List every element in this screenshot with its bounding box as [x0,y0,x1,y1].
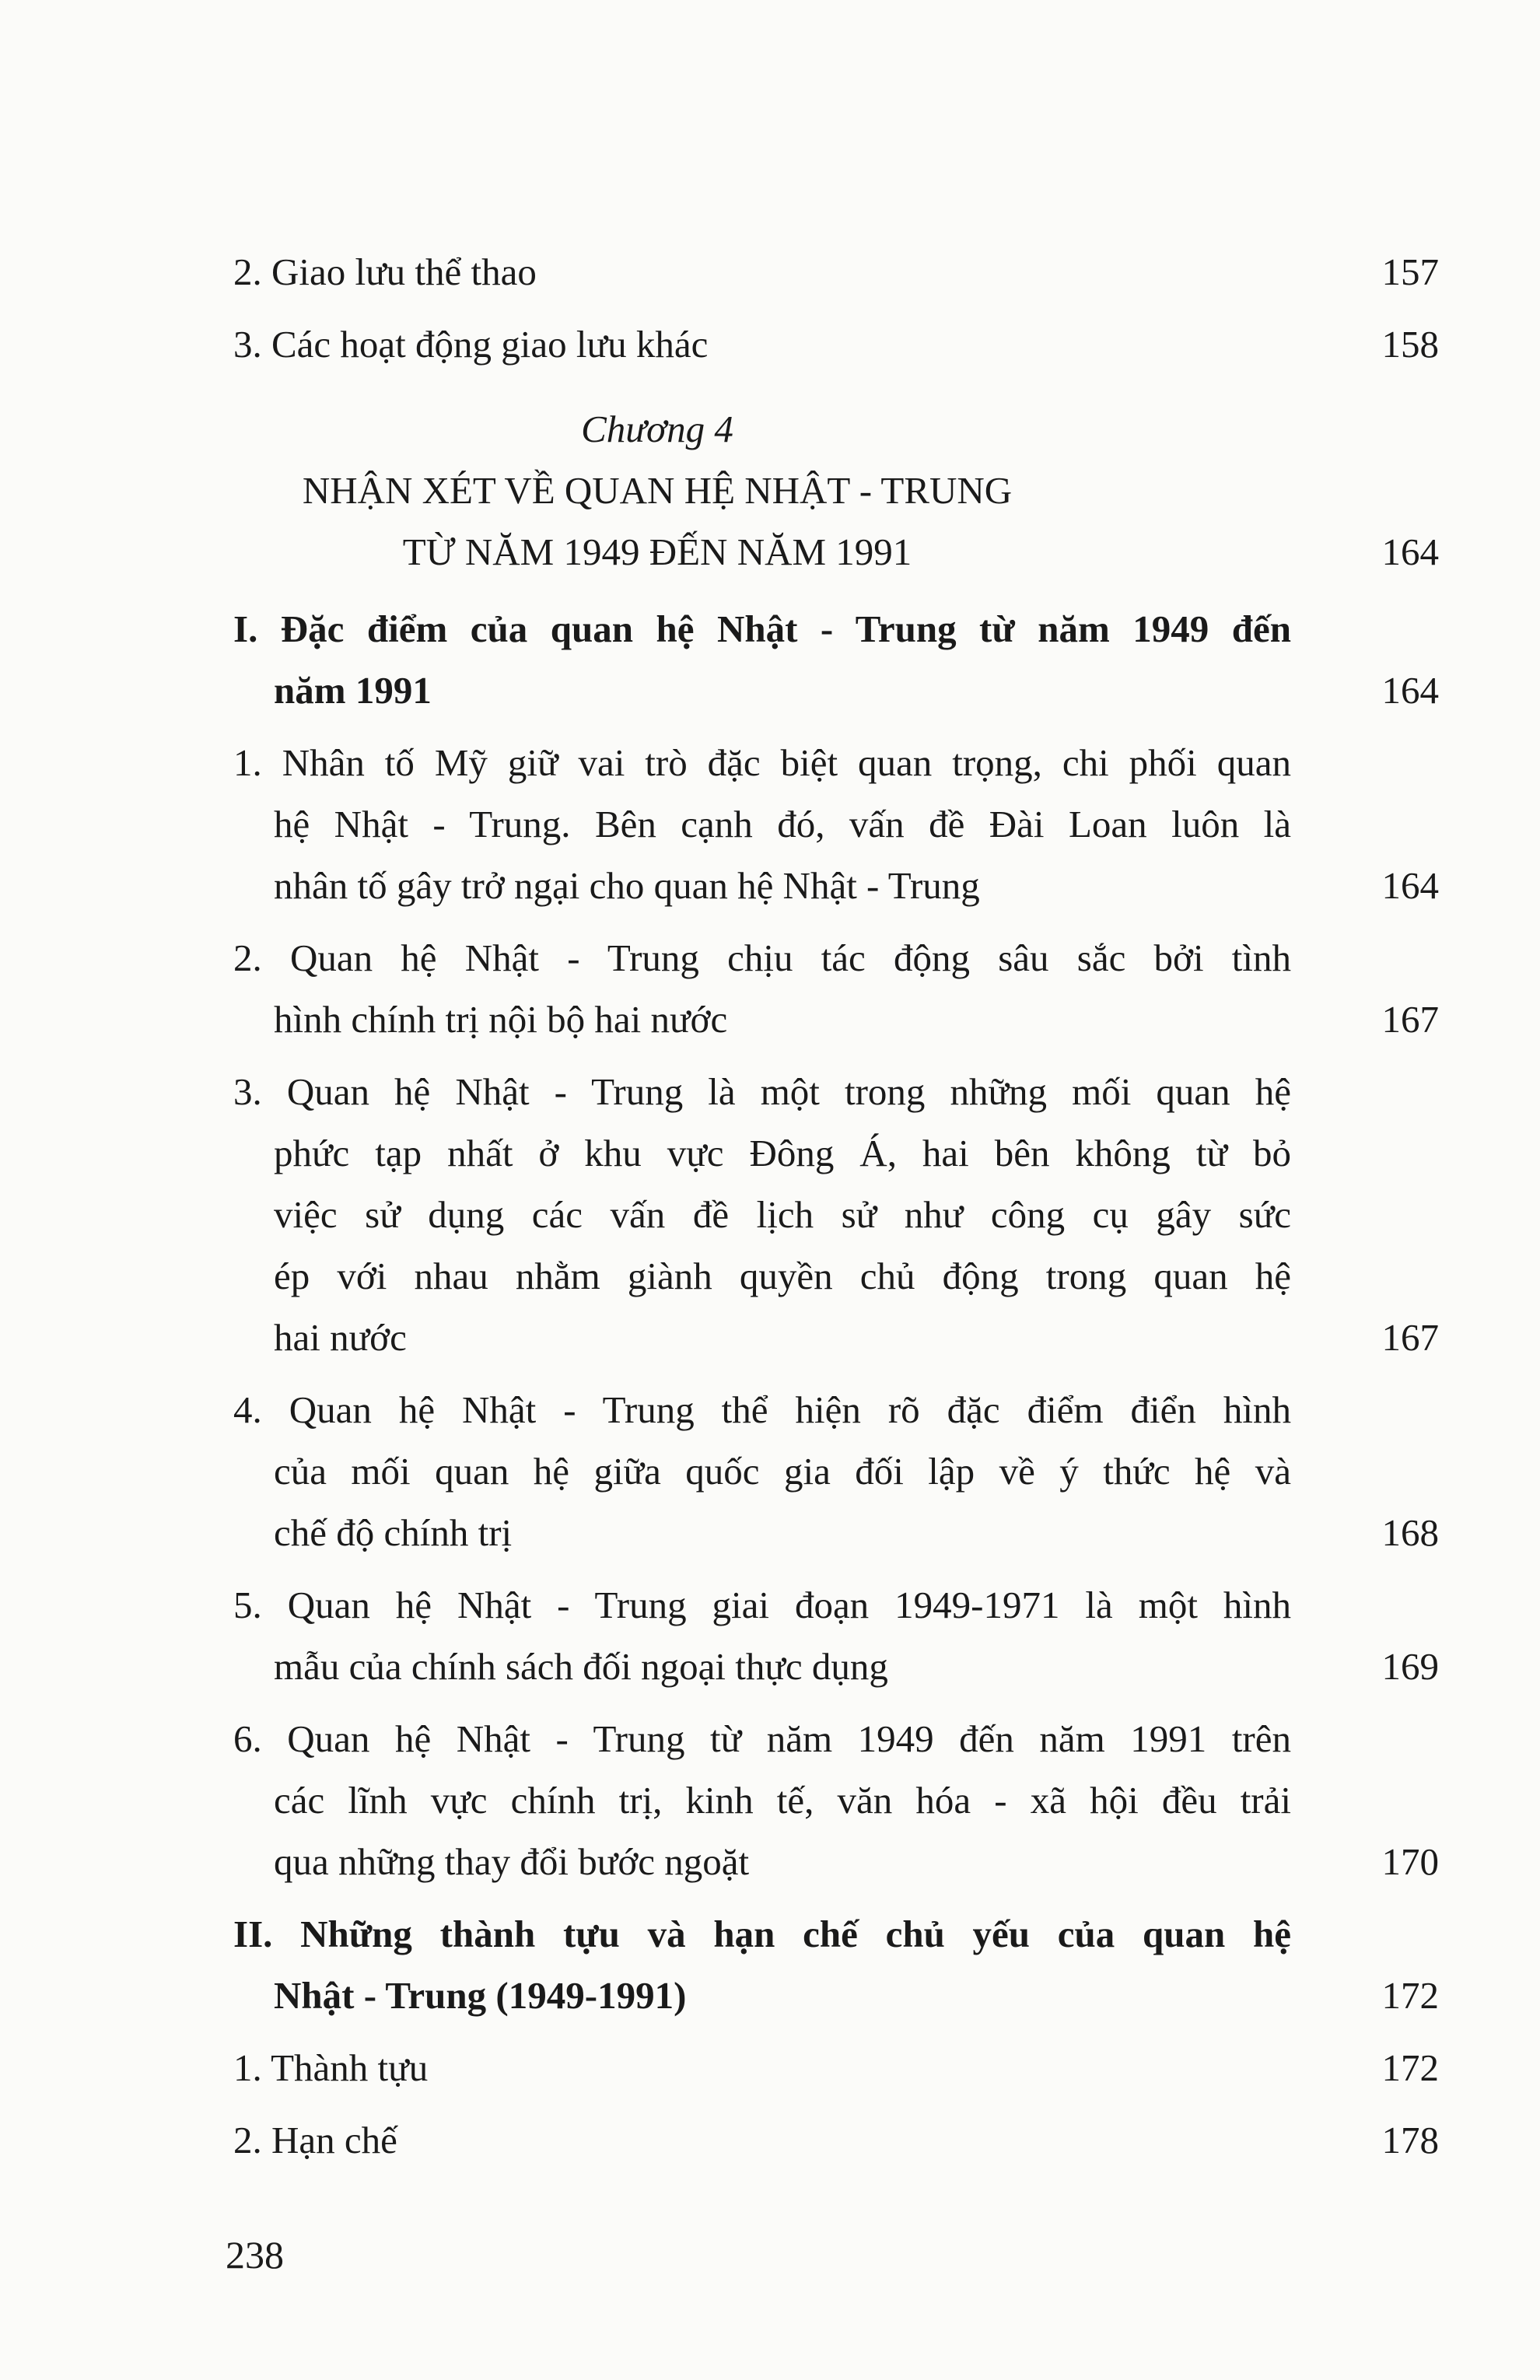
toc-line [233,1502,1439,1563]
toc-line [233,1245,1439,1307]
entry-text: 4. Quan hệ Nhật - Trung thể hiện rõ đặc điểm điển hình [233,1388,1291,1431]
toc-line [233,732,1439,793]
toc-line [233,927,1439,989]
toc-entry [233,732,1439,916]
entry-text: hình chính trị nội bộ hai nước [274,998,728,1041]
toc-entry [233,2109,1439,2171]
toc-line [233,1708,1439,1769]
toc-line [233,1122,1439,1184]
entry-text: hệ Nhật - Trung. Bên cạnh đó, vấn đề Đài Loan luôn là [274,803,1291,845]
toc-line [233,1636,1439,1697]
toc-line [233,460,1439,521]
toc-line [233,521,1439,583]
toc-line [233,1440,1439,1502]
toc-line [233,598,1439,660]
entry-text: 2. Hạn chế [233,2119,397,2161]
toc-entry [233,1379,1439,1563]
entry-page-number: 168 [1381,1511,1439,1554]
toc-line [233,1574,1439,1636]
toc-line [233,1965,1439,2026]
entry-text: chế độ chính trị [274,1511,513,1554]
entry-text: 1. Thành tựu [233,2046,429,2089]
toc-line [233,1061,1439,1122]
toc-line [233,855,1439,916]
chapter-label-line [233,398,1439,460]
toc-line [233,1184,1439,1245]
entry-page-number: 167 [1381,998,1439,1041]
toc-line [233,1769,1439,1831]
entry-text: năm 1991 [274,669,432,712]
entry-page-number: 164 [1381,669,1439,712]
entry-text: 6. Quan hệ Nhật - Trung từ năm 1949 đến năm 1991 trên [233,1717,1291,1760]
toc-line [233,313,1439,375]
entry-text: 3. Các hoạt động giao lưu khác [233,323,709,366]
entry-page-number: 157 [1381,250,1439,293]
entry-text: việc sử dụng các vấn đề lịch sử như công cụ gây sức [274,1193,1291,1236]
entry-page-number: 170 [1381,1840,1439,1883]
entry-text: hai nước [274,1316,407,1359]
entry-text: 2. Quan hệ Nhật - Trung chịu tác động sâu sắc bởi tình [233,936,1291,979]
toc-line [233,1831,1439,1892]
toc-entry [233,927,1439,1050]
entry-page-number: 172 [1381,2046,1439,2089]
toc-entry [233,2037,1439,2098]
toc-section-entry [233,1903,1439,2026]
entry-text: Nhật - Trung (1949-1991) [274,1974,687,2017]
entry-text: qua những thay đổi bước ngoặt [274,1840,750,1883]
entry-text: ép với nhau nhằm giành quyền chủ động trong quan hệ [274,1255,1291,1297]
toc-line [233,793,1439,855]
toc-entry [233,1061,1439,1368]
chapter-heading [233,398,1439,583]
entry-text: các lĩnh vực chính trị, kinh tế, văn hóa - xã hội đều trải [274,1779,1291,1822]
toc-line [233,1307,1439,1368]
chapter-title: NHẬN XÉT VỀ QUAN HỆ NHẬT - TRUNG [302,469,1013,512]
entry-page-number: 172 [1381,1974,1439,2017]
toc-line [233,1379,1439,1440]
toc-section-entry [233,598,1439,721]
toc-line [233,2109,1439,2171]
entry-text: 3. Quan hệ Nhật - Trung là một trong những mối quan hệ [233,1070,1291,1113]
entry-page-number: 158 [1381,323,1439,366]
toc-line [233,241,1439,303]
chapter-label: Chương 4 [581,408,733,450]
toc-entry [233,241,1439,303]
table-of-contents [233,241,1439,2182]
page-number: 238 [226,2233,284,2277]
entry-text: mẫu của chính sách đối ngoại thực dụng [274,1645,888,1688]
entry-page-number: 169 [1381,1645,1439,1688]
toc-line [233,1903,1439,1965]
entry-page-number: 164 [1381,530,1439,573]
entry-text: 5. Quan hệ Nhật - Trung giai đoạn 1949-1971 là một hình [233,1584,1291,1626]
toc-entry [233,313,1439,375]
entry-text: của mối quan hệ giữa quốc gia đối lập về ý thức hệ và [274,1450,1291,1493]
entry-page-number: 178 [1381,2119,1439,2161]
toc-entry [233,1708,1439,1892]
entry-page-number: 167 [1381,1316,1439,1359]
entry-text: nhân tố gây trở ngại cho quan hệ Nhật - Trung [274,864,980,907]
toc-line [233,660,1439,721]
entry-text: phức tạp nhất ở khu vực Đông Á, hai bên không từ bỏ [274,1132,1291,1174]
toc-line [233,2037,1439,2098]
entry-text: 2. Giao lưu thể thao [233,250,537,293]
entry-page-number: 164 [1381,864,1439,907]
entry-text: II. Những thành tựu và hạn chế chủ yếu của quan hệ [233,1913,1291,1955]
entry-text: I. Đặc điểm của quan hệ Nhật - Trung từ năm 1949 đến [233,607,1291,650]
toc-line [233,989,1439,1050]
chapter-title: TỪ NĂM 1949 ĐẾN NĂM 1991 [402,530,912,573]
entry-text: 1. Nhân tố Mỹ giữ vai trò đặc biệt quan trọng, chi phối quan [233,741,1291,784]
toc-entry [233,1574,1439,1697]
